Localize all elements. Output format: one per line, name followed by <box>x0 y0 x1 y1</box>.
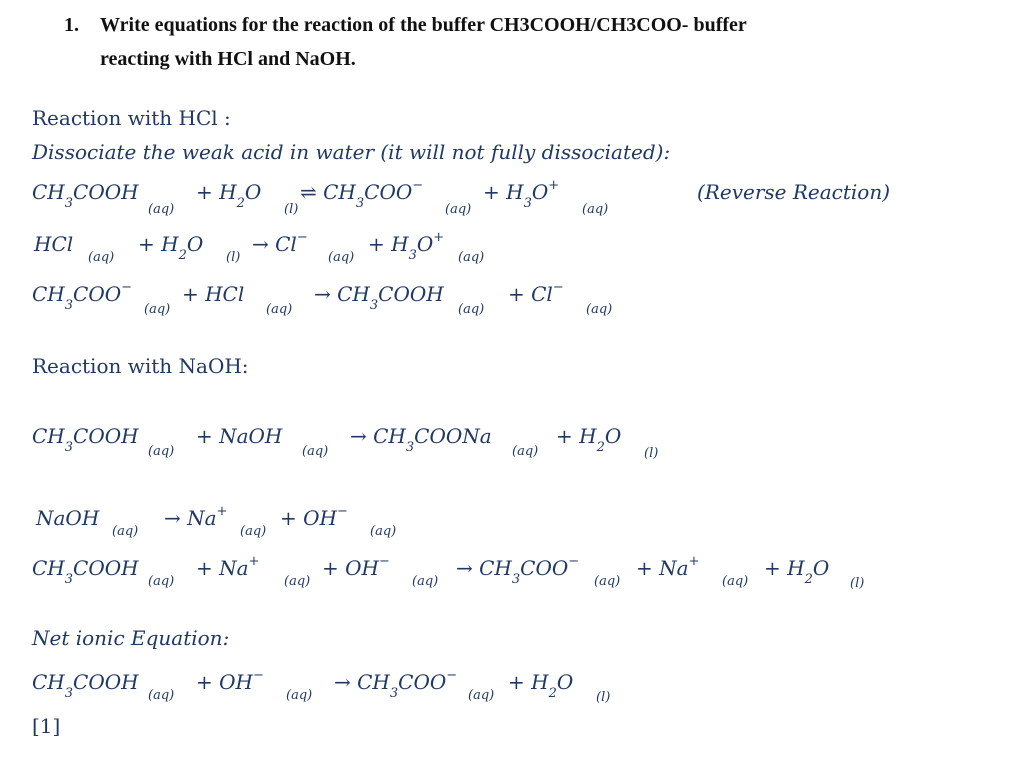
question-text-line-1: Write equations for the reaction of the buffer CH3COOH/CH3COO- buffer <box>100 14 747 36</box>
formula-hcl: HCl <box>34 232 74 256</box>
state-aq: (aq) <box>722 574 749 589</box>
state-aq: (aq) <box>144 302 171 317</box>
reverse-reaction-label: (Reverse Reaction) <box>697 180 891 204</box>
formula-na-plus: + Na+ <box>636 554 700 580</box>
state-l: (l) <box>284 202 299 217</box>
state-aq: (aq) <box>148 444 175 459</box>
formula-oh-minus: + OH− <box>280 504 348 530</box>
state-aq: (aq) <box>302 444 329 459</box>
state-aq: (aq) <box>445 202 472 217</box>
state-aq: (aq) <box>594 574 621 589</box>
formula-ch3coo-minus: ⇌ $CH_3COO^-$ <box>300 178 424 211</box>
state-aq: (aq) <box>370 524 397 539</box>
formula-na-plus: → Na+ <box>164 504 228 530</box>
question-number: 1. <box>64 14 79 36</box>
formula-ch3coona: → $CH_3COONa$ <box>350 424 492 455</box>
hcl-section-heading: Reaction with HCl : <box>32 106 231 130</box>
formula-oh-minus: + OH− <box>322 554 390 580</box>
formula-cl-minus: → Cl− <box>252 230 308 256</box>
state-aq: (aq) <box>284 574 311 589</box>
state-aq: (aq) <box>148 202 175 217</box>
formula-h2o: + $H_2O$ <box>196 180 262 211</box>
formula-h2o: + $H_2O$ <box>138 232 204 263</box>
reference-marker: [1] <box>32 714 61 738</box>
dissociate-note: Dissociate the weak acid in water (it will not fully dissociated): <box>32 140 671 164</box>
state-aq: (aq) <box>328 250 355 265</box>
formula-oh-minus: + OH− <box>196 668 264 694</box>
state-aq: (aq) <box>286 688 313 703</box>
state-l: (l) <box>596 690 611 705</box>
state-aq: (aq) <box>458 302 485 317</box>
formula-h3o-plus: + $H_3O^+$ <box>483 178 560 211</box>
state-aq: (aq) <box>112 524 139 539</box>
state-aq: (aq) <box>88 250 115 265</box>
formula-ch3cooh: $CH_3COOH$ <box>32 670 139 701</box>
formula-hcl: + HCl <box>182 282 245 306</box>
state-l: (l) <box>850 576 865 591</box>
state-aq: (aq) <box>512 444 539 459</box>
formula-h2o: + $H_2O$ <box>764 556 830 587</box>
naoh-section-heading: Reaction with NaOH: <box>32 354 249 378</box>
state-aq: (aq) <box>412 574 439 589</box>
state-aq: (aq) <box>266 302 293 317</box>
state-aq: (aq) <box>582 202 609 217</box>
formula-ch3cooh: → $CH_3COOH$ <box>314 282 444 313</box>
formula-h3o-plus: + $H_3O^+$ <box>368 230 445 263</box>
state-aq: (aq) <box>148 688 175 703</box>
formula-ch3cooh: $CH_3COOH$ <box>32 424 139 455</box>
formula-ch3cooh: $CH_3COOH$ <box>32 556 139 587</box>
state-aq: (aq) <box>586 302 613 317</box>
formula-ch3cooh: $CH_3COOH$ <box>32 180 139 211</box>
net-ionic-heading: Net ionic Equation: <box>32 626 230 650</box>
formula-ch3coo-minus: $CH_3COO^-$ <box>32 280 133 313</box>
formula-h2o: + $H_2O$ <box>508 670 574 701</box>
state-aq: (aq) <box>148 574 175 589</box>
formula-na-plus: + Na+ <box>196 554 260 580</box>
formula-ch3coo-minus: → $CH_3COO^-$ <box>456 554 580 587</box>
state-l: (l) <box>226 250 241 265</box>
formula-cl-minus: + Cl− <box>508 280 564 306</box>
formula-h2o: + $H_2O$ <box>556 424 622 455</box>
state-l: (l) <box>644 446 659 461</box>
formula-naoh: + NaOH <box>196 424 283 448</box>
state-aq: (aq) <box>468 688 495 703</box>
state-aq: (aq) <box>240 524 267 539</box>
state-aq: (aq) <box>458 250 485 265</box>
formula-ch3coo-minus: → $CH_3COO^-$ <box>334 668 458 701</box>
formula-naoh: NaOH <box>36 506 100 530</box>
question-text-line-2: reacting with HCl and NaOH. <box>100 48 356 70</box>
